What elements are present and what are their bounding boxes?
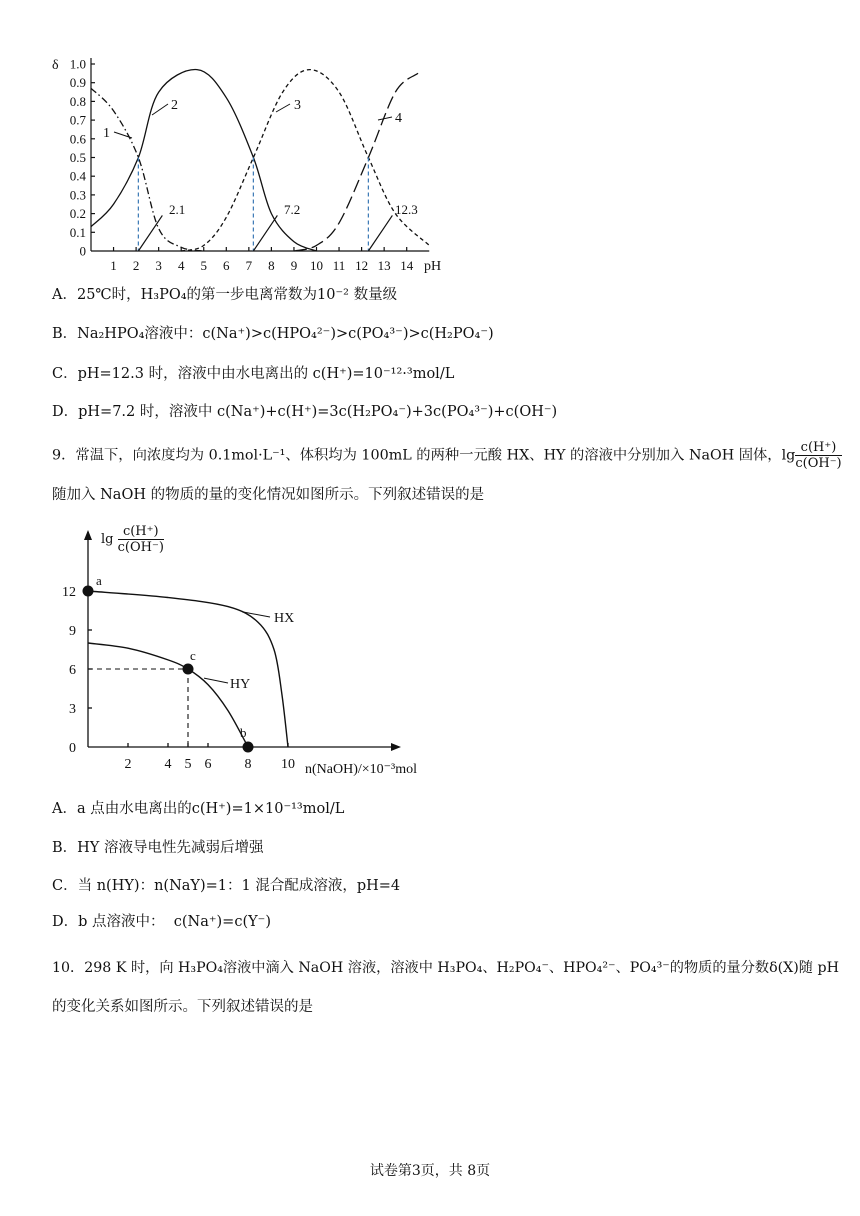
x-tick-label: 8	[268, 258, 275, 273]
q9-stem-text: 9．常温下，向浓度均为 0.1mol·L⁻¹、体积均为 100mL 的两种一元酸 HX、HY 的溶液中分别加入 NaOH 固体，lg	[52, 447, 796, 464]
x-tick-label: 11	[332, 258, 346, 273]
annotation-label: 7.2	[284, 202, 301, 217]
x-tick-label: 6	[223, 258, 230, 273]
x-axis-label: pH	[424, 259, 442, 274]
q9-option-a	[52, 799, 344, 819]
x-axis-label: n(NaOH)/×10⁻³mol	[305, 762, 418, 777]
point-label: b	[240, 725, 247, 740]
y-tick-label: 0	[69, 741, 76, 756]
curve-label-leader	[276, 104, 290, 112]
y-tick-label: 3	[69, 702, 76, 717]
y-tick-label: 0.4	[69, 168, 86, 184]
page-footer: 试卷第3页，共 8页	[369, 1163, 491, 1179]
y-tick-label: 0.3	[69, 187, 86, 203]
q9-stem-fraction	[795, 440, 841, 471]
x-axis-arrow	[391, 743, 401, 751]
x-tick-label: 1	[110, 258, 117, 273]
x-tick-label: 14	[400, 258, 414, 273]
y-tick-label: 0.2	[69, 206, 86, 222]
x-tick-label: 2	[132, 258, 140, 273]
annotation-label: 12.3	[395, 202, 418, 217]
q9-option-b: B．HY 溶液导电性先减弱后增强	[52, 840, 264, 856]
fraction-denominator: c(OH⁻)	[795, 456, 842, 471]
y-axis-arrow	[84, 530, 92, 540]
q9-stem-line1	[52, 440, 842, 471]
series-line-HY	[88, 643, 251, 747]
option-math: c(H⁺)	[191, 801, 232, 817]
series-line-3	[181, 70, 429, 251]
q8-option-c: C．pH=12.3 时，溶液中由水电离出的 c(H⁺)=10⁻¹²·³mol/L	[52, 366, 455, 382]
q10-stem-line2: 的变化关系如图所示。下列叙述错误的是	[52, 999, 313, 1015]
curve-label: 3	[294, 98, 301, 113]
series-line-4	[294, 73, 418, 251]
y-tick-label: 0.5	[69, 150, 86, 165]
x-tick-label: 12	[355, 258, 369, 273]
curve-label-leader	[114, 132, 132, 138]
q8-option-d: D．pH=7.2 时，溶液中 c(Na⁺)+c(H⁺)=3c(H₂PO₄⁻)+3c(PO₄³⁻)+c(OH⁻)	[52, 404, 558, 420]
x-tick-label: 5	[184, 757, 192, 772]
y-axis-label	[101, 524, 164, 555]
y-tick-label: 0.7	[69, 112, 86, 128]
annotation-pointer-line	[253, 215, 277, 251]
data-point-c	[183, 664, 194, 675]
y-tick-label: 0	[79, 243, 86, 259]
y-tick-label: 0.1	[69, 224, 86, 240]
y-axis-label: δ	[52, 58, 59, 73]
series-line-1	[91, 88, 204, 251]
x-tick-label: 10	[281, 757, 295, 772]
curve-label: 2	[171, 98, 178, 113]
y-tick-label: 0.8	[69, 93, 86, 109]
x-tick-label: 13	[377, 258, 391, 273]
q10-stem-line1: 10．298 K 时，向 H₃PO₄溶液中滴入 NaOH 溶液，溶液中 H₃PO₄、H₂PO₄⁻、HPO₄²⁻、PO₄³⁻的物质的量分数δ(X)随 pH	[52, 960, 839, 976]
curve-label-leader	[152, 104, 168, 115]
option-math: c(Na⁺)=c(Y⁻)	[173, 914, 271, 930]
data-point-b	[243, 742, 254, 753]
point-label: a	[96, 573, 102, 588]
q8-option-a: A．25℃时，H₃PO₄的第一步电离常数为10⁻² 数量级	[52, 287, 398, 303]
y-tick-label: 6	[69, 663, 76, 678]
x-tick-label: 2	[124, 757, 132, 772]
x-tick-label: 8	[244, 757, 252, 772]
series-label-leader	[242, 612, 270, 617]
series-label: HX	[274, 611, 295, 626]
x-tick-label: 7	[245, 258, 253, 273]
curve-label: 1	[103, 126, 110, 141]
y-tick-label: 1.0	[69, 56, 86, 72]
y-axis-label-fraction	[118, 524, 164, 555]
titration-chart	[48, 520, 448, 780]
data-point-a	[83, 586, 94, 597]
y-tick-label: 9	[69, 624, 76, 639]
fraction-numerator: c(H⁺)	[795, 440, 841, 456]
series-line-2	[91, 70, 317, 251]
annotation-pointer-line	[138, 215, 162, 251]
x-tick-label: 4	[177, 258, 185, 273]
curve-label-leader	[378, 117, 392, 120]
y-tick-label: 0.6	[69, 131, 86, 147]
option-text: A．a 点由水电离出的	[52, 801, 192, 817]
option-text: =1×10⁻¹³mol/L	[231, 801, 345, 817]
curve-label: 4	[395, 111, 402, 126]
x-tick-label: 3	[155, 258, 162, 273]
point-label: c	[190, 648, 196, 663]
series-label: HY	[230, 677, 251, 692]
x-tick-label: 6	[204, 757, 212, 772]
x-tick-label: 4	[164, 757, 172, 772]
y-tick-label: 0.9	[69, 75, 86, 91]
option-text: D．b 点溶液中：	[52, 914, 165, 930]
distribution-chart	[48, 52, 448, 276]
x-tick-label: 9	[290, 258, 298, 273]
q9-option-c: C．当 n(HY)：n(NaY)=1：1 混合配成溶液，pH=4	[52, 878, 401, 894]
series-label-leader	[204, 678, 228, 683]
y-axis-label-lg: lg	[101, 532, 114, 547]
fraction-denominator: c(OH⁻)	[117, 540, 164, 555]
q9-option-d	[52, 912, 271, 932]
q9-stem-line2: 随加入 NaOH 的物质的量的变化情况如图所示。下列叙述错误的是	[52, 487, 485, 503]
q8-option-b: B．Na₂HPO₄溶液中：c(Na⁺)>c(HPO₄²⁻)>c(PO₄³⁻)>c(H₂PO₄⁻)	[52, 326, 494, 342]
y-tick-label: 12	[62, 585, 76, 600]
annotation-label: 2.1	[169, 202, 186, 217]
x-tick-label: 10	[310, 258, 323, 273]
x-tick-label: 5	[200, 258, 207, 273]
fraction-numerator: c(H⁺)	[118, 524, 164, 540]
annotation-pointer-line	[368, 215, 392, 251]
